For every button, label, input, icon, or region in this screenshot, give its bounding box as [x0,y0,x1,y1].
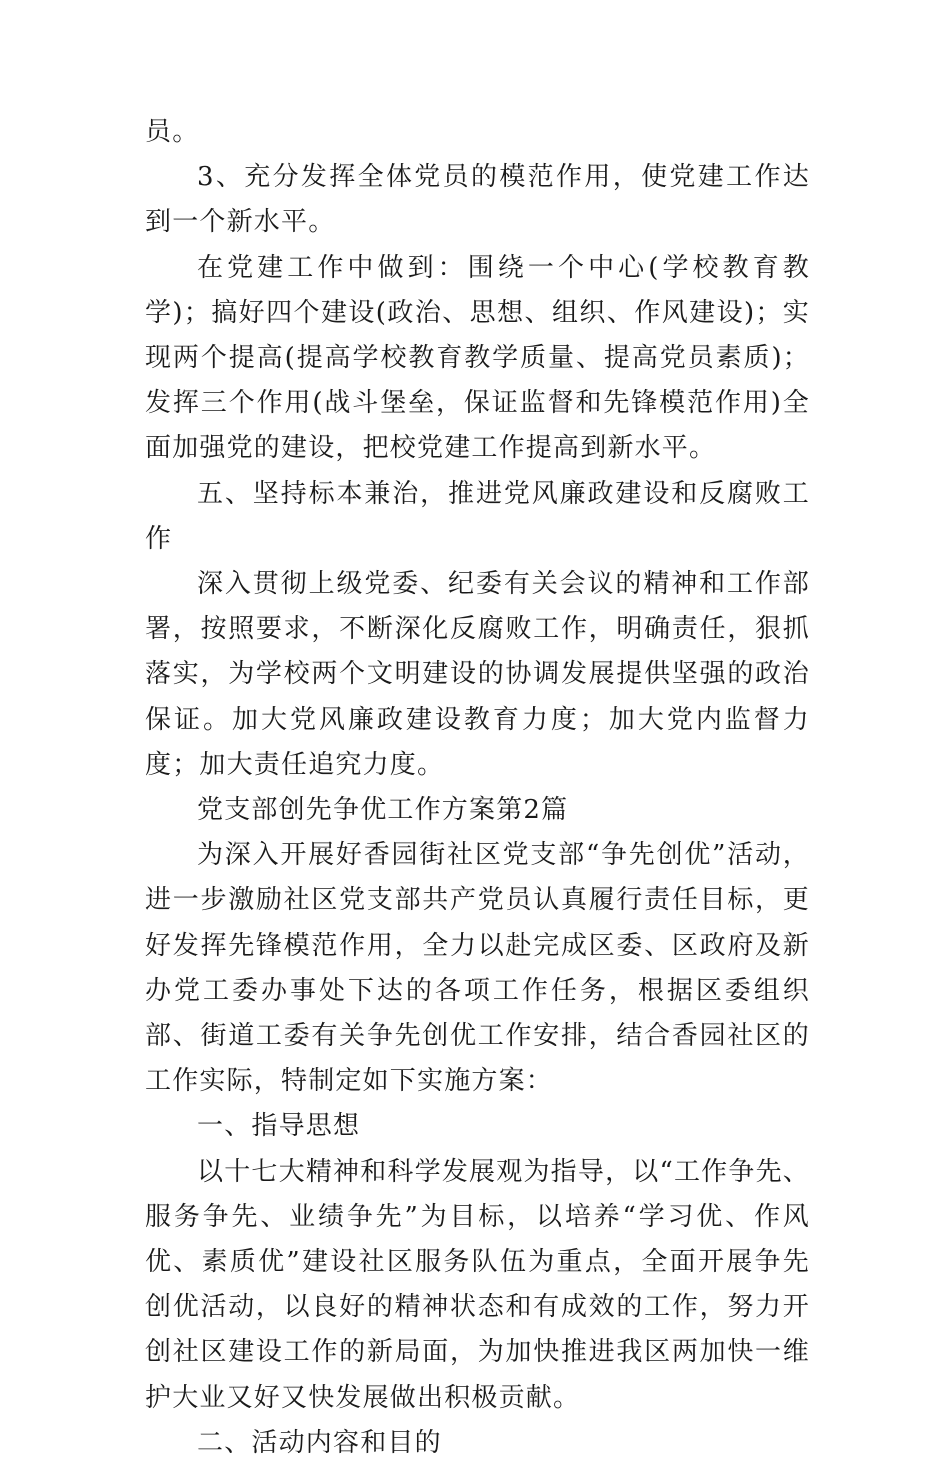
paragraph-item-3: 3、充分发挥全体党员的模范作用，使党建工作达到一个新水平。 [145,162,810,238]
paragraph-anti-corruption: 深入贯彻上级党委、纪委有关会议的精神和工作部署，按照要求，不断深化反腐败工作，明确责任，狠抓落实，为学校两个文明建设的协调发展提供坚强的政治保证。加大党风廉政建设教育力度；加大党内监督力度；加大责任追究力度。 [145,569,810,780]
section-heading-two: 二、活动内容和目的 [197,1427,442,1458]
section-heading-one: 一、指导思想 [197,1111,361,1142]
paragraph-guiding-thought: 以十七大精神和科学发展观为指导，以“工作争先、服务争先、业绩争先”为目标，以培养“学习优、作风优、素质优”建设社区服务队伍为重点，全面开展争先创优活动，以良好的精神状态和有成效的工作，努力开创社区建设工作的新局面，为加快推进我区两加快一维护大业又好又快发展做出积极贡献。 [145,1156,810,1413]
paragraph-party-work: 在党建工作中做到：围绕一个中心(学校教育教学)；搞好四个建设(政治、思想、组织、作风建设)；实现两个提高(提高学校教育教学质量、提高党员素质)；发挥三个作用(战斗堡垒，保证监督和先锋模范作用)全面加强党的建设，把校党建工作提高到新水平。 [145,252,810,464]
paragraph-continuation: 员。 [145,117,200,147]
document-page [145,110,810,1466]
paragraph-introduction: 为深入开展好香园街社区党支部“争先创优”活动，进一步激励社区党支部共产党员认真履行责任目标，更好发挥先锋模范作用，全力以赴完成区委、区政府及新办党工委办事处下达的各项工作任务，根据区委组织部、街道工委有关争先创优工作安排，结合香园社区的工作实际，特制定如下实施方案： [145,840,810,1097]
document-title-part-2: 党支部创先争优工作方案第2篇 [197,795,569,826]
section-heading-five: 五、坚持标本兼治，推进党风廉政建设和反腐败工作 [145,478,810,554]
